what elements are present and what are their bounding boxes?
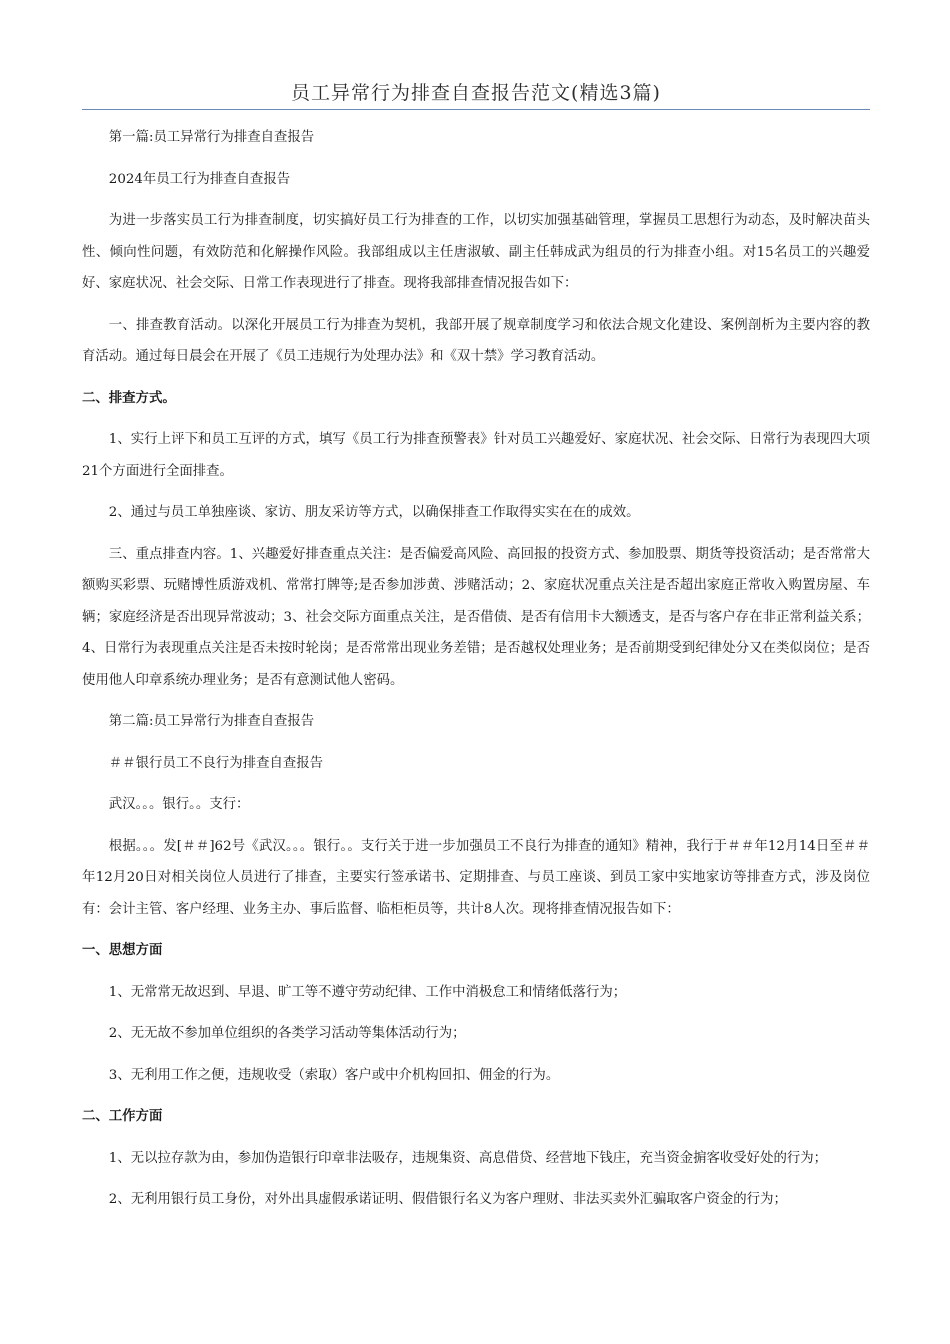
intro-paragraph: 为进一步落实员工行为排查制度，切实搞好员工行为排查的工作，以切实加强基础管理，掌握员工思想行为动态，及时解决苗头性、倾向性问题，有效防范和化解操作风险。我部组成以主任唐淑敏、副主任韩成武为组员的行为排查小组。对15名员工的兴趣爱好、家庭状况、社会交际、日常工作表现进行了排查。现将我部排查情况报告如下： — [82, 213, 870, 291]
report-subtitle: 2024年员工行为排查自查报告 — [108, 171, 291, 187]
document-title: 员工异常行为排查自查报告范文(精选3篇) — [82, 78, 870, 110]
thought-item-2: 2、无无故不参加单位组织的各类学习活动等集体活动行为； — [108, 1026, 466, 1041]
work-item-1: 1、无以拉存款为由，参加伪造银行印章非法吸存，违规集资、高息借贷、经营地下钱庄，充当资金掮客收受好处的行为； — [108, 1150, 828, 1166]
addressee: 武汉。。。银行。。支行： — [108, 797, 250, 812]
education-paragraph: 一、排查教育活动。以深化开展员工行为排查为契机，我部开展了规章制度学习和依法合规文化建设、案例剖析为主要内容的教育活动。通过每日晨会在开展了《员工违规行为处理办法》和《双十禁》学习教育活动。 — [82, 317, 870, 364]
section-heading-thought: 一、思想方面 — [82, 942, 163, 958]
thought-item-3: 3、无利用工作之便，违规收受（索取）客户或中介机构回扣、佣金的行为。 — [108, 1067, 560, 1083]
key-content-paragraph: 三、重点排查内容。1、兴趣爱好排查重点关注：是否偏爱高风险、高回报的投资方式、参加股票、期货等投资活动；是否常常大额购买彩票、玩赌博性质游戏机、常常打牌等;是否参加涉黄、涉赌活动；2、家庭状况重点关注是否超出家庭正常收入购置房屋、车辆；家庭经济是否出现异常波动；3、社会交际方面重点关注，是否借债、是否有信用卡大额透支，是否与客户存在非正常利益关系；4、日常行为表现重点关注是否未按时轮岗；是否常常出现业务差错；是否越权处理业务；是否前期受到纪律处分又在类似岗位；是否使用他人印章系统办理业务；是否有意测试他人密码。 — [82, 546, 870, 688]
part-one-heading: 第一篇:员工异常行为排查自查报告 — [108, 130, 315, 145]
part-two-heading: 第二篇:员工异常行为排查自查报告 — [108, 714, 315, 729]
section-heading-method: 二、排查方式。 — [82, 389, 176, 406]
method-item-1: 1、实行上评下和员工互评的方式，填写《员工行为排查预警表》针对员工兴趣爱好、家庭状况、社会交际、日常行为表现四大项21个方面进行全面排查。 — [82, 432, 870, 479]
method-item-2: 2、通过与员工单独座谈、家访、朋友采访等方式，以确保排查工作取得实实在在的成效。 — [108, 505, 640, 520]
section-heading-work: 二、工作方面 — [82, 1108, 163, 1124]
bank-report-title: ＃＃银行员工不良行为排查自查报告 — [108, 755, 324, 771]
thought-item-1: 1、无常常无故迟到、早退、旷工等不遵守劳动纪律、工作中消极怠工和情绪低落行为； — [108, 984, 627, 1000]
bank-intro-paragraph: 根据。。。发[＃＃]62号《武汉。。。银行。。支行关于进一步加强员工不良行为排查的通知》精神，我行于＃＃年12月14日至＃＃年12月20日对相关岗位人员进行了排查，主要实行签承诺书、定期排查、与员工座谈、到员工家中实地家访等排查方式，涉及岗位有：会计主管、客户经理、业务主办、事后监督、临柜柜员等，共计8人次。现将排查情况报告如下： — [82, 838, 870, 917]
document-page — [82, 78, 870, 1216]
work-item-2: 2、无利用银行员工身份，对外出具虚假承诺证明、假借银行名义为客户理财、非法买卖外汇骗取客户资金的行为； — [108, 1192, 787, 1207]
